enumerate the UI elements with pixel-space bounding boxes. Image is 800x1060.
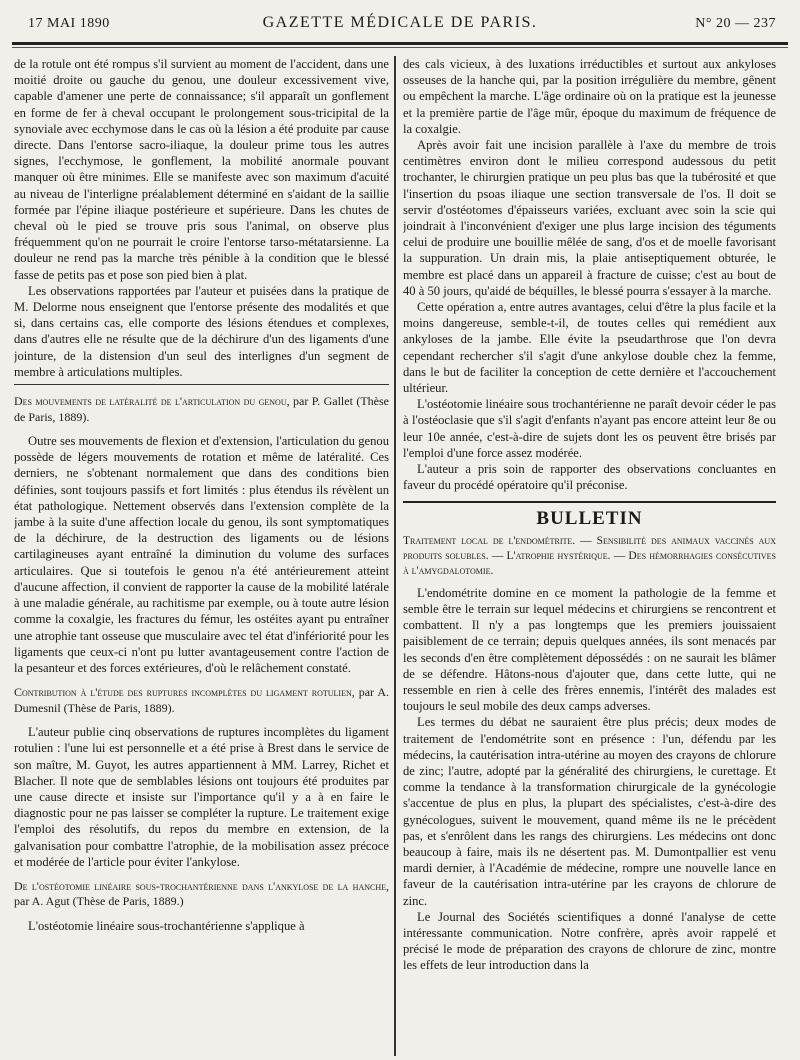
paragraph: L'endométrite domine en ce moment la pathologie de la femme et semble être le terrain sur lequel médecins et chirurgiens se rencontrent et combattent. Il n'y a pas longtemps que les premiers jouissaient paisiblement de ce terrain; depuis quelques années, ils sont menacés par les seconds d'en être complètement dépossédés : on ne saurait les blâmer de se défendre. Hâtons-nous d'ajouter que, dans cette lutte, qui ne ressemble en rien à celle des frères ennemis, l'intérêt des malades est toujours le seul mobile des deux camps adverses.: [403, 585, 776, 714]
header-rule-thin: [12, 47, 788, 48]
journal-title: GAZETTE MÉDICALE DE PARIS.: [262, 14, 538, 31]
article-author: par A. Dumesnil (Thèse de Paris, 1889).: [14, 685, 389, 715]
paragraph: L'ostéotomie linéaire sous-trochantérienne s'applique à: [28, 918, 305, 933]
bulletin-title: BULLETIN: [536, 508, 643, 530]
paragraph: L'auteur publie cinq observations de ruptures incomplètes du ligament rotulien : l'une lui est personnelle et a été prise à Brest dans le service de son maître, M. Guyot, les autres appartiennent à MM. Larrey, Richet et Blacher. Il note que de semblables lésions ont toujours été produites par une cause directe et insiste sur l'importance qu'il y a à en faire le diagnostic pour ne pas laisser se compléter la rupture. Le traitement exige l'emploi des résolutifs, du repos du membre en extension, de la galvanisation pour combattre l'atrophie, de la mobilisation assez précoce et modérée de l'article pour éviter l'ankylose.: [14, 725, 389, 869]
article-heading: [14, 685, 389, 716]
paragraph: Outre ses mouvements de flexion et d'extension, l'articulation du genou possède de légers mouvements de rotation et même de latéralité. Ces derniers, ne s'obtenant normalement que dans des conditions bien définies, sont toujours passifs et fort limités : plus étendus ils révèlent un état pathologique. Nettement observés dans l'extension complète de la jambe à la suite d'une affection locale du genou, ils sont symptomatiques de la déchirure, de la destruction des ligaments ou de lésions cartilagineuses ayant entraîné la diminution du volume des surfaces articulaires. Que si toutefois le genou n'a été antérieurement atteint d'aucune affection, il convient de rapporter la cause de la mobilité latérale à une maladie générale, au rachitisme par exemple, ou à toute autre lésion comme la coxalgie, les fractures du fémur, les ostéites ayant pu entraîner une atrophie tant osseuse que musculaire avec tel état d'infériorité pour les ligaments que ceux-ci n'ont pu lutter avantageusement contre l'action de la pesanteur et des forces extérieures, d'où le relâchement constaté.: [14, 434, 389, 675]
paragraph: de la rotule ont été rompus s'il survient au moment de l'accident, dans une moitié droite ou gauche du genou, une douleur excessivement vive, capable d'amener une perte de connaissance; s'il apparaît un gonflement en forme de fer à cheval occupant le prolongement sous-tricipital de la synoviale avec ecchymose dans le cas où la lésion a été produite par cause directe. Dans l'entorse sacro-iliaque, la douleur prime tous les autres signes, l'ecchymose, le gonflement, la mobilité anormale pouvant manquer où être minimes. Elle se manifeste avec son maximum d'acuité au niveau de l'interligne préalablement déterminé en s'aidant de la saillie formée par l'épine iliaque postérieure et supérieure. Dans les chutes de cheval où le pied se trouve pris sous l'animal, on observe plus fréquemment qu'on ne pourrait le croire l'entorse tarso-métatarsienne. La douleur ne rend pas la marche très pénible à la condition que le blessé fasse de petits pas et pose son pied bien à plat.: [14, 57, 389, 282]
paragraph: L'ostéotomie linéaire sous trochantérienne ne paraît devoir céder le pas à l'ostéoclasie que s'il s'agit d'enfants n'ayant pas encore atteint leur 8e ou leur 10e année, c'est-à-dire de sujets dont les os peuvent être brisés par l'emploi d'une force assez modérée.: [403, 397, 776, 460]
right-column: [403, 56, 776, 1056]
article-title: Des mouvements de latéralité de l'articulation du genou,: [14, 394, 290, 409]
paragraph: Après avoir fait une incision parallèle à l'axe du membre de trois centimètres environ dont le milieu correspond audessous du petit trochanter, le chirurgien pratique un peu plus bas que la tubérosité et que l'insertion du psoas iliaque une section transversale de l'os. Il doit se servir d'ostéotomes d'épaisseurs variées, excluant avec soin la scie qui joindrait à l'inconvénient d'exiger une plus large incision des téguments celui de produire une bouillie mêlée de sang, d'os et de moelle favorisant la suppuration. Un drain mis, la plaie antiseptiquement obturée, le membre est placé dans un appareil à fracture de cuisse; c'est au bout de 40 à 50 jours, qu'aidé de béquilles, le blessé pourra s'essayer à la marche.: [403, 138, 776, 298]
page-number: N° 20 — 237: [695, 16, 776, 31]
paragraph: des cals vicieux, à des luxations irréductibles et surtout aux ankyloses osseuses de la hanche qui, par la position irrégulière du membre, gênent ou empêchent la marche. L'âge ordinaire où on la pratique est la jeunesse et la première partie de l'âge mûr, époque du maximum de fréquence de la coxalgie.: [403, 57, 776, 136]
page-header: [14, 10, 786, 36]
article-author: par A. Agut (Thèse de Paris, 1889.): [14, 894, 184, 909]
paragraph: Le Journal des Sociétés scientifiques a donné l'analyse de cette intéressante communication. Notre confrère, après avoir rappelé et précisé le mode de préparation des crayons de chlorure de zinc, montre les effets de leur introduction dans la: [403, 909, 776, 973]
article-author: par P. Gallet (Thèse de Paris, 1889).: [14, 394, 389, 424]
header-rule: [12, 42, 788, 45]
section-divider: [403, 501, 776, 503]
article-heading: [14, 394, 389, 425]
paragraph: L'auteur a pris soin de rapporter des observations concluantes en faveur du procédé opératoire qu'il préconise.: [403, 462, 776, 493]
article-title: De l'ostéotomie linéaire sous-trochantérienne dans l'ankylose de la hanche,: [14, 878, 389, 893]
paragraph: Les termes du débat ne sauraient être plus précis; deux modes de traitement de l'endométrite sont en présence : l'un, défendu par les médecins, la cautérisation intra-utérine au moyen des crayons de chlorure de zinc; l'autre, adopté par la généralité des chirurgiens, le curettage. Et comme la tendance à la transformation chirurgicale de la gynécologie s'accentue de plus en plus, la plupart des spécialistes, c'est-à-dire des gynécologues, suivent le mouvement, quand même ils ne le précèdent pas, et s'enrôlent dans les rangs des chirurgiens. Les médecins ont donc beaucoup à faire, mais ils ne désertent pas. M. Dumontpallier est venu mardi dernier, à l'Académie de médecine, rompre une nouvelle lance en faveur de la cautérisation intra-utérine par les crayons de chlorure de zinc.: [403, 715, 776, 908]
issue-date: 17 MAI 1890: [28, 16, 110, 31]
left-column: [14, 56, 389, 1056]
article-heading: [14, 879, 389, 910]
article-title: Contribution à l'étude des ruptures incomplètes du ligament rotulien,: [14, 685, 355, 700]
section-divider: [14, 384, 389, 385]
column-rule: [394, 56, 396, 1056]
paragraph: Cette opération a, entre autres avantages, celui d'être la plus facile et la moins dangereuse, semble-t-il, de toutes celles qui remédient aux ankyloses de la jambe. Elle évite la pseudarthrose que l'on devra cependant rechercher s'il s'agit d'une ankylose double chez la femme, dans le but de faciliter la conception de cette dernière et l'accouchement ultérieur.: [403, 300, 776, 396]
paragraph: Les observations rapportées par l'auteur et puisées dans la pratique de M. Delorme nous enseignent que l'entorse présente des modalités et que si, dans certains cas, elle comporte des lésions étendues et complexes, dans d'autres elle ne résulte que de la déchirure d'un des ligaments d'une jointure, de la distension d'un seul des interlignes d'un segment de membre à articulations multiples.: [14, 283, 389, 379]
bulletin-summary: Traitement local de l'endométrite. — Sensibilité des animaux vaccinés aux produits solubles. — L'atrophie hystérique. — Des hémorrhagies consécutives à l'amygdalotomie.: [403, 534, 776, 577]
